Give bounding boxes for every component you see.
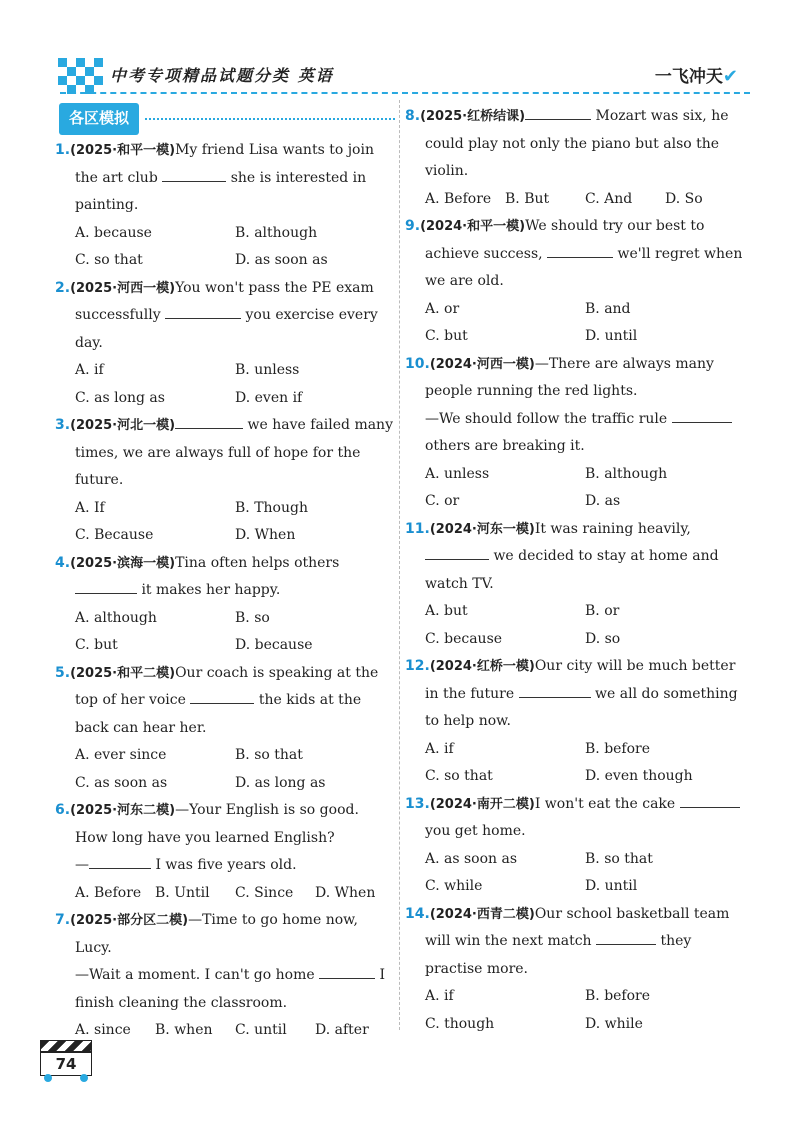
question-source: (2025·河东二模) [70, 803, 176, 818]
answer-blank[interactable] [680, 793, 740, 808]
option-c[interactable]: C. And [585, 190, 633, 207]
question-source: (2025·河北一模) [70, 418, 176, 433]
question-number: 1. [55, 142, 71, 158]
question-stem: they practise more. [425, 933, 692, 977]
section-dots [145, 118, 395, 120]
question-number: 10. [405, 355, 430, 372]
option-b[interactable]: B. so that [235, 747, 303, 763]
page-number-badge [40, 1040, 100, 1080]
option-a[interactable]: A. but [425, 603, 468, 619]
answer-blank[interactable] [319, 964, 375, 979]
question-7 [55, 907, 395, 1045]
option-b[interactable]: B. so that [585, 850, 653, 867]
option-c[interactable]: C. but [425, 328, 468, 344]
option-a[interactable]: A. Before [425, 190, 492, 207]
option-c[interactable]: C. so that [75, 252, 143, 268]
brand-logo [655, 62, 738, 87]
answer-blank[interactable] [596, 930, 656, 945]
option-b[interactable]: B. before [585, 988, 651, 1004]
question-stem: we decided to stay at home and watch TV. [425, 548, 719, 592]
option-c[interactable]: C. so that [425, 768, 493, 784]
question-stem: —Wait a moment. I can't go home [75, 967, 315, 983]
question-8 [405, 103, 745, 213]
question-3 [55, 412, 395, 550]
option-b[interactable]: B. when [155, 1022, 213, 1038]
question-stem: I finish cleaning the classroom. [75, 967, 386, 1011]
question-11 [405, 516, 745, 654]
question-stem: she is interested in painting. [75, 169, 367, 213]
question-number: 5. [55, 664, 71, 681]
question-stem: It was raining heavily, [534, 520, 691, 537]
option-d[interactable]: D. So [665, 190, 703, 207]
option-c[interactable]: C. while [425, 878, 483, 894]
option-a[interactable]: A. Before [75, 884, 142, 901]
column-divider [399, 100, 400, 1030]
option-d[interactable]: D. as [585, 493, 621, 509]
question-source: (2025·部分区二模) [70, 913, 189, 928]
option-b[interactable]: B. so [235, 609, 270, 626]
check-mark-icon: ✔ [722, 66, 738, 87]
option-d[interactable]: D. because [235, 637, 313, 653]
option-a[interactable]: A. because [75, 224, 152, 241]
page-header [0, 0, 800, 100]
question-source: (2024·河东一模) [429, 521, 535, 537]
question-stem: Our school basketball team will win the next match [425, 905, 730, 949]
option-d[interactable]: D. When [235, 527, 296, 543]
question-stem: Mozart was six, he could play not only the piano but also the violin. [425, 108, 729, 179]
question-source: (2024·南开二模) [429, 796, 535, 812]
question-source: (2024·西青二模) [429, 906, 535, 922]
option-d[interactable]: D. so [585, 630, 621, 647]
question-stem: you get home. [425, 823, 526, 839]
question-stem: We should try our best to achieve success, [425, 218, 705, 262]
question-number: 8. [405, 108, 421, 124]
option-d[interactable]: D. When [315, 884, 376, 901]
option-c[interactable]: C. Since [235, 884, 294, 901]
question-stem: —There are always many people running the red lights. [425, 355, 714, 399]
question-stem: Our city will be much better in the future [425, 658, 736, 702]
question-stem: the kids at the back can hear her. [75, 692, 362, 736]
question-source: (2025·和平一模) [70, 143, 176, 158]
question-12 [405, 653, 745, 791]
option-a[interactable]: A. as soon as [425, 850, 518, 867]
wheel-icon [80, 1074, 88, 1082]
left-column [55, 103, 395, 1045]
question-number: 14. [405, 905, 430, 922]
question-13 [405, 791, 745, 901]
option-b[interactable]: B. But [505, 190, 550, 207]
question-number: 3. [55, 417, 71, 433]
question-stem: —Your English is so good. How long have you learned English? [75, 802, 359, 846]
option-b[interactable]: B. or [585, 603, 620, 619]
answer-blank[interactable] [190, 689, 254, 704]
question-2 [55, 275, 395, 413]
option-c[interactable]: C. until [235, 1022, 287, 1038]
option-a[interactable]: A. if [425, 740, 454, 757]
question-5 [55, 660, 395, 798]
question-4 [55, 550, 395, 660]
answer-blank[interactable] [672, 408, 732, 423]
answer-blank[interactable] [175, 414, 243, 429]
question-10 [405, 351, 745, 516]
question-stem: you exercise every day. [75, 307, 378, 351]
option-d[interactable]: D. even if [235, 389, 303, 406]
option-d[interactable]: D. until [585, 328, 638, 344]
question-stem: I won't eat the cake [534, 795, 676, 812]
question-stem: My friend Lisa wants to join the art club [75, 142, 374, 186]
option-b[interactable]: B. and [585, 300, 631, 317]
right-column [405, 103, 745, 1038]
question-number: 6. [55, 802, 71, 818]
section-label: 各区模拟 [59, 103, 139, 135]
answer-blank[interactable] [165, 304, 241, 319]
question-source: (2025·红桥结课) [420, 109, 526, 124]
option-c[interactable]: C. though [425, 1015, 495, 1032]
question-stem: we have failed many times, we are always full of hope for the future. [75, 417, 393, 488]
question-source: (2024·河西一模) [429, 356, 535, 372]
option-a[interactable]: A. if [425, 988, 454, 1004]
option-a[interactable]: A. If [75, 499, 105, 516]
option-d[interactable]: D. as soon as [235, 252, 328, 268]
question-stem: we'll regret when we are old. [425, 245, 743, 289]
option-b[interactable]: B. although [585, 465, 668, 482]
question-stem: it makes her happy. [141, 582, 281, 598]
question-stem: others are breaking it. [425, 438, 585, 454]
option-a[interactable]: A. if [75, 362, 104, 378]
answer-blank[interactable] [425, 545, 489, 560]
wheel-icon [44, 1074, 52, 1082]
question-number: 2. [55, 279, 71, 296]
option-c[interactable]: C. as soon as [75, 774, 168, 791]
option-d[interactable]: D. while [585, 1015, 643, 1032]
question-source: (2025·河西一模) [70, 280, 176, 296]
question-14 [405, 901, 745, 1039]
brand-text: 一飞冲天 [654, 67, 723, 87]
answer-blank[interactable] [519, 683, 591, 698]
book-title: 中考专项精品试题分类 英语 [110, 66, 334, 85]
question-stem: Tina often helps others [175, 554, 340, 571]
answer-blank[interactable] [525, 105, 591, 120]
option-b[interactable]: B. before [585, 740, 651, 757]
option-c[interactable]: C. Because [75, 527, 154, 543]
checker-logo-icon [58, 58, 104, 94]
option-d[interactable]: D. even though [585, 768, 693, 784]
option-c[interactable]: C. because [425, 630, 503, 647]
question-stem: I was five years old. [155, 857, 297, 873]
clapperboard-icon [40, 1040, 92, 1052]
question-number: 4. [55, 554, 71, 571]
option-b[interactable]: B. unless [235, 362, 300, 378]
option-c[interactable]: C. or [425, 493, 460, 509]
option-a[interactable]: A. ever since [75, 747, 167, 763]
question-stem: —We should follow the traffic rule [425, 410, 668, 427]
option-b[interactable]: B. Though [235, 499, 308, 516]
option-a[interactable]: A. or [425, 300, 460, 317]
question-9 [405, 213, 745, 351]
question-stem: You won't pass the PE exam successfully [75, 279, 374, 323]
option-d[interactable]: D. after [315, 1022, 369, 1038]
answer-blank[interactable] [89, 854, 151, 869]
question-6: 6.(2025·河东二模)—Your English is so good. How long have you learned English? — I was five years old. A. Before B. Until C. Since D. When [55, 797, 395, 907]
question-number: 12. [405, 658, 430, 674]
option-c[interactable]: C. as long as [75, 389, 165, 406]
option-b[interactable]: B. Until [155, 884, 210, 901]
question-source: (2024·红桥一模) [429, 659, 535, 674]
option-a[interactable]: A. unless [425, 465, 490, 482]
option-d[interactable]: D. until [585, 878, 638, 894]
option-b[interactable]: B. although [235, 224, 318, 241]
question-source: (2024·和平一模) [420, 219, 526, 234]
answer-blank[interactable] [162, 167, 226, 182]
question-number: 13. [405, 795, 430, 812]
header-divider [60, 92, 750, 94]
page-number: 74 [40, 1052, 92, 1076]
option-c[interactable]: C. but [75, 637, 118, 653]
question-stem: —Time to go home now, Lucy. [75, 912, 358, 956]
option-d[interactable]: D. as long as [235, 774, 326, 791]
question-1 [55, 137, 395, 275]
section-header [59, 105, 395, 133]
question-stem: Our coach is speaking at the top of her voice [75, 664, 379, 708]
question-source: (2025·和平二模) [70, 665, 176, 681]
answer-blank[interactable] [75, 579, 137, 594]
option-a[interactable]: A. although [75, 609, 157, 626]
option-a[interactable]: A. since [75, 1022, 131, 1038]
question-stem: we all do something to help now. [425, 685, 738, 729]
question-number: 11. [405, 520, 430, 537]
question-number: 9. [405, 218, 421, 234]
question-source: (2025·滨海一模) [70, 555, 176, 571]
answer-blank[interactable] [547, 243, 613, 258]
question-number: 7. [55, 912, 71, 928]
